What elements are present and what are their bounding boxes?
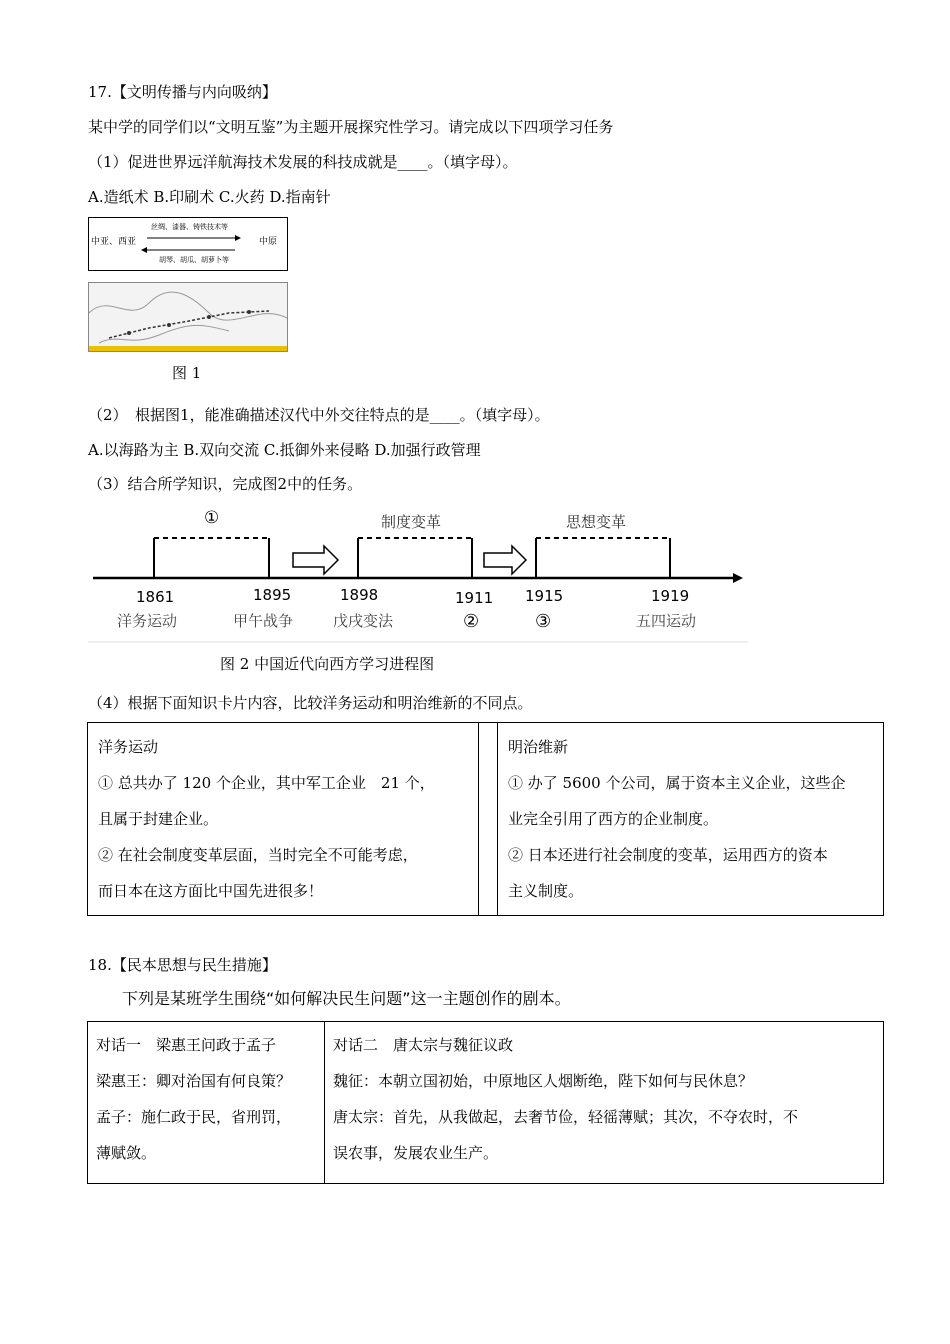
knowledge-card-table (87, 722, 884, 916)
year-label: 1911 (455, 589, 494, 607)
q17-part2: （2） 根据图1，能准确描述汉代中外交往特点的是____。（填字母）。 (88, 406, 550, 424)
stage2-label: 制度变革 (381, 513, 442, 531)
year-label: 1919 (651, 587, 690, 605)
dialogue-one-title: 对话一 梁惠王问政于孟子 (96, 1036, 277, 1054)
dialogue-line: 误农事，发展农业生产。 (333, 1144, 499, 1162)
event-label: 甲午战争 (233, 612, 294, 630)
arrow-icon (293, 546, 338, 574)
dialogue-line: 唐太宗：首先，从我做起，去奢节俭，轻徭薄赋；其次，不夺农时，不 (333, 1108, 799, 1126)
q17-part1-options: A.造纸术 B.印刷术 C.火药 D.指南针 (88, 188, 331, 206)
card-right-title: 明治维新 (508, 738, 569, 756)
q17-heading: 17.【文明传播与内向吸纳】 (88, 83, 277, 101)
dialogue-line: 魏征：本朝立国初始，中原地区人烟断绝，陛下如何与民休息？ (333, 1072, 754, 1090)
q18-intro: 下列是某班学生围绕“如何解决民生问题”这一主题创作的剧本。 (122, 989, 571, 1008)
stage1-box (154, 538, 269, 578)
dialogue-line: 孟子：施仁政于民，省刑罚， (96, 1108, 292, 1126)
card-left-line: ① 总共办了 120 个企业，其中军工企业 21 个， (98, 774, 435, 792)
card-right (498, 723, 884, 916)
figure1-map (88, 282, 288, 352)
q17-part1: （1）促进世界远洋航海技术发展的科技成就是____。（填字母）。 (88, 153, 518, 171)
card-right-line: ① 办了 5600 个公司，属于资本主义企业，这些企 (508, 774, 846, 792)
event-label: 洋务运动 (117, 612, 178, 630)
card-left-line: 且属于封建企业。 (98, 810, 219, 828)
dialogue-line: 薄赋敛。 (96, 1144, 157, 1162)
card-right-line: 业完全引用了西方的企业制度。 (508, 810, 719, 828)
card-spacer (479, 723, 498, 916)
stage1-label: ① (204, 508, 220, 528)
fig1-top-text: 丝绸、漆器、铸铁技术等 (151, 223, 228, 231)
figure1-caption: 图 1 (172, 364, 202, 382)
card-left-line: 而日本在这方面比中国先进很多！ (98, 882, 324, 900)
stage3-label: 思想变革 (566, 513, 627, 531)
figure1-exchange-diagram (88, 217, 288, 271)
dialogue-line: 梁惠王：卿对治国有何良策？ (96, 1072, 292, 1090)
fig1-bottom-text: 胡琴、胡瓜、胡萝卜等 (159, 256, 229, 264)
q17-part2-options: A.以海路为主 B.双向交流 C.抵御外来侵略 D.加强行政管理 (88, 441, 481, 459)
event-label: 戊戌变法 (333, 612, 394, 630)
year-label: 1898 (340, 586, 379, 604)
year-label: 1895 (253, 586, 292, 604)
q17-part3: （3）结合所学知识，完成图2中的任务。 (88, 475, 363, 493)
card-left (88, 723, 479, 916)
event-label: 五四运动 (636, 612, 697, 630)
silk-road-map (89, 283, 287, 351)
event-label: ② (463, 611, 480, 632)
dialogue-two-title: 对话二 唐太宗与魏征议政 (333, 1036, 514, 1054)
q17-intro: 某中学的同学们以“文明互鉴”为主题开展探究性学习。请完成以下四项学习任务 (88, 118, 614, 136)
script-table (87, 1021, 884, 1184)
q18-heading: 18.【民本思想与民生措施】 (88, 956, 277, 974)
dialogue-two (325, 1022, 884, 1184)
year-label: 1915 (525, 587, 564, 605)
card-left-line: ② 在社会制度变革层面，当时完全不可能考虑， (98, 846, 418, 864)
dialogue-one (88, 1022, 325, 1184)
card-right-line: ② 日本还进行社会制度的变革，运用西方的资本 (508, 846, 828, 864)
stage2-box (358, 538, 472, 578)
event-label: ③ (535, 611, 552, 632)
fig1-right-label: 中原 (259, 237, 278, 247)
card-right-line: 主义制度。 (508, 882, 584, 900)
figure2-caption: 图 2 中国近代向西方学习进程图 (220, 655, 435, 673)
q17-part4: （4）根据下面知识卡片内容，比较洋务运动和明治维新的不同点。 (88, 694, 533, 712)
arrow-icon (484, 546, 526, 574)
fig1-left-label: 中亚、西亚 (91, 237, 137, 247)
year-label: 1861 (136, 588, 175, 606)
stage3-box (536, 538, 670, 578)
card-left-title: 洋务运动 (98, 738, 159, 756)
